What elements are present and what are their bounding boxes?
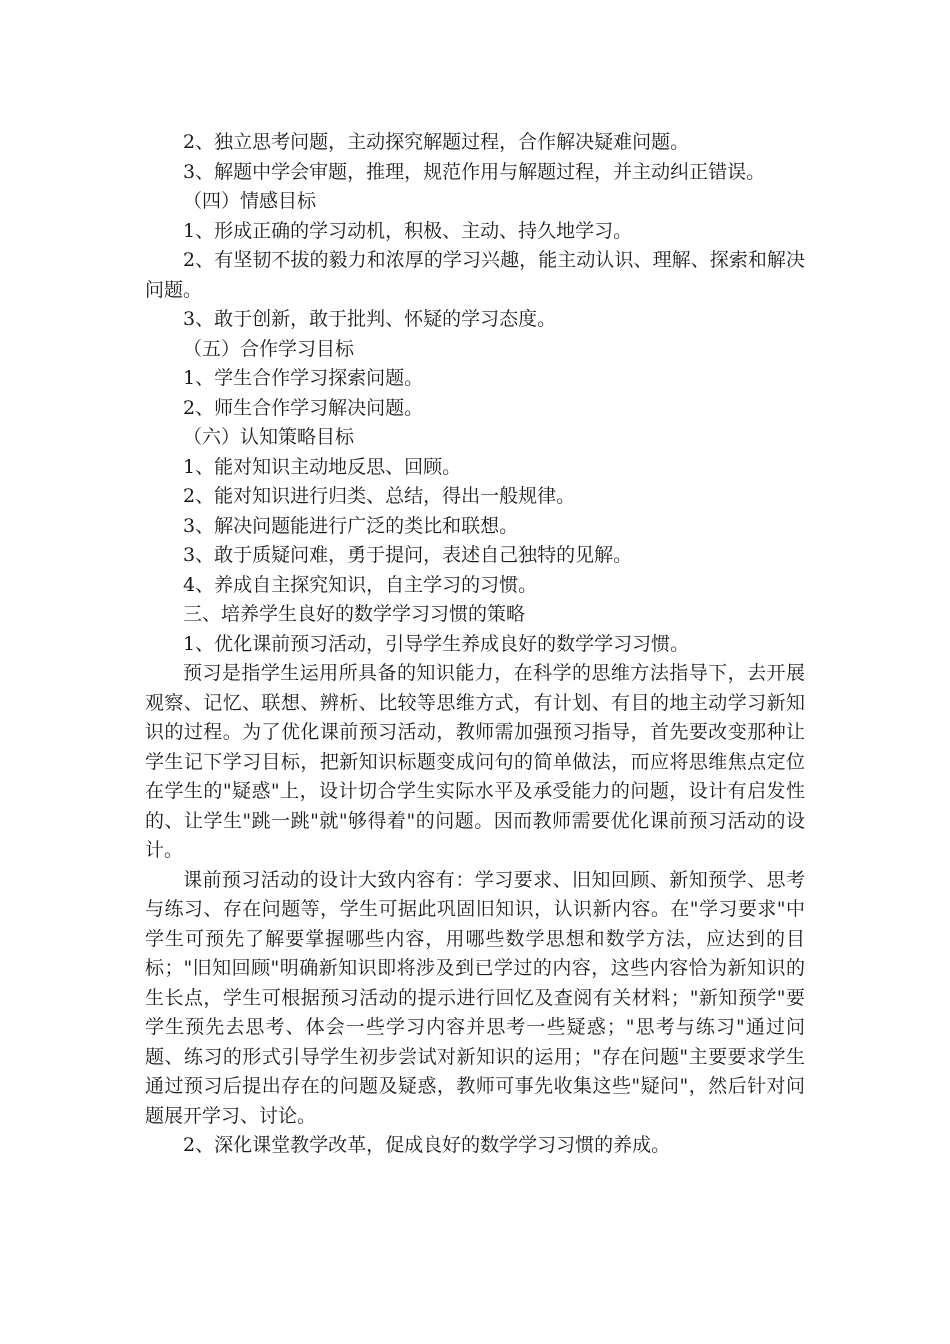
paragraph: 2、独立思考问题，主动探究解题过程，合作解决疑难问题。 (183, 131, 690, 153)
paragraph: 3、敢于创新，敢于批判、怀疑的学习态度。 (183, 308, 557, 330)
paragraph: 3、解题中学会审题，推理，规范作用与解题过程，并主动纠正错误。 (183, 160, 766, 183)
section-heading: 三、培养学生良好的数学学习习惯的策略 (183, 603, 526, 625)
paragraph: 1、形成正确的学习动机，积极、主动、持久地学习。 (183, 219, 633, 242)
section-heading: （四）情感目标 (183, 190, 317, 212)
document-body (145, 128, 805, 1161)
paragraph: 2、能对知识进行归类、总结，得出一般规律。 (183, 485, 576, 507)
section-heading: （六）认知策略目标 (183, 426, 355, 448)
body-paragraph: 预习是指学生运用所具备的知识能力，在科学的思维方法指导下，去开展观察、记忆、联想、辨析、比较等思维方式，有计划、有目的地主动学习新知识的过程。为了优化课前预习活动，教师需加强预习指导，首先要改变那种让学生记下学习目标，把新知识标题变成问句的简单做法，而应将思维焦点定位在学生的"疑惑"上，设计切合学生实际水平及承受能力的问题，设计有启发性的、让学生"跳一跳"就"够得着"的问题。因而教师需要优化课前预习活动的设计。 (145, 662, 805, 861)
paragraph: 3、解决问题能进行广泛的类比和联想。 (183, 514, 519, 537)
subsection-heading: 1、优化课前预习活动，引导学生养成良好的数学学习习惯。 (183, 632, 690, 655)
paragraph: 2、有坚韧不拔的毅力和浓厚的学习兴趣，能主动认识、理解、探索和解决问题。 (145, 249, 805, 301)
paragraph: 2、师生合作学习解决问题。 (183, 396, 424, 419)
paragraph: 1、能对知识主动地反思、回顾。 (183, 455, 462, 478)
body-paragraph: 课前预习活动的设计大致内容有：学习要求、旧知回顾、新知预学、思考与练习、存在问题等，学生可据此巩固旧知识，认识新内容。在"学习要求"中学生可预先了解要掌握哪些内容，用哪些数学思想和数学方法，应达到的目标；"旧知回顾"明确新知识即将涉及到已学过的内容，这些内容恰为新知识的生长点，学生可根据预习活动的提示进行回忆及查阅有关材料；"新知预学"要学生预先去思考、体会一些学习内容并思考一些疑惑；"思考与练习"通过问题、练习的形式引导学生初步尝试对新知识的运用；"存在问题"主要要求学生通过预习后提出存在的问题及疑惑，教师可事先收集这些"疑问"，然后针对问题展开学习、讨论。 (145, 868, 805, 1127)
paragraph: 1、学生合作学习探索问题。 (183, 367, 424, 389)
subsection-heading: 2、深化课堂教学改革，促成良好的数学学习习惯的养成。 (183, 1134, 671, 1156)
paragraph: 4、养成自主探究知识，自主学习的习惯。 (183, 573, 538, 596)
paragraph: 3、敢于质疑问难，勇于提问，表述自己独特的见解。 (183, 544, 633, 566)
section-heading: （五）合作学习目标 (183, 337, 355, 360)
